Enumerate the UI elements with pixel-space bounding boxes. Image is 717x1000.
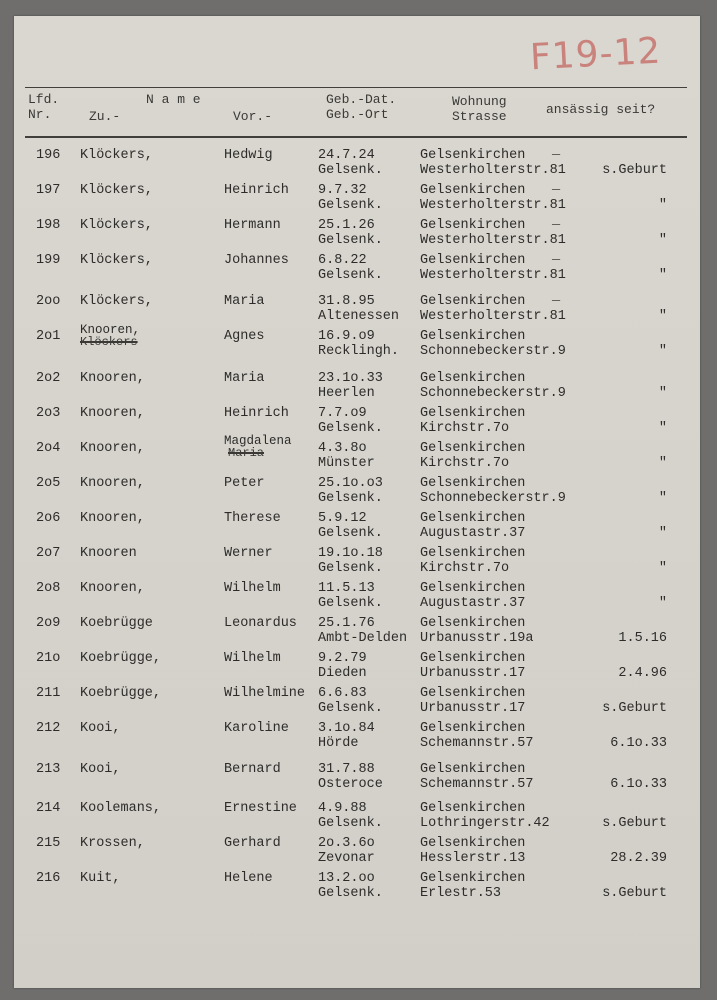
residence-city: Gelsenkirchen <box>420 253 526 268</box>
table-row <box>0 581 717 615</box>
residence-street: Kirchstr.7o <box>420 421 510 436</box>
residence-street: Westerholterstr.81 <box>420 198 566 213</box>
given-name: Heinrich <box>224 406 289 421</box>
given-name: Hedwig <box>224 148 273 163</box>
table-row <box>0 801 717 835</box>
birth-date: 3.1o.84 <box>318 721 375 736</box>
birth-place: Gelsenk. <box>318 163 383 178</box>
residence-city: Gelsenkirchen <box>420 511 526 526</box>
birth-date: 25.1.76 <box>318 616 375 631</box>
resident-since: 28.2.39 <box>610 851 667 866</box>
resident-since: s.Geburt <box>602 886 667 901</box>
resident-since: " <box>658 421 667 436</box>
row-number: 212 <box>36 721 61 736</box>
birth-date: 16.9.o9 <box>318 329 375 344</box>
residence-street: Urbanusstr.17 <box>420 666 526 681</box>
residence-street: Urbanusstr.17 <box>420 701 526 716</box>
table-row <box>0 651 717 685</box>
birth-date: 9.2.79 <box>318 651 367 666</box>
residence-city: Gelsenkirchen <box>420 871 526 886</box>
table-row <box>0 253 717 287</box>
header-lfd: Lfd. <box>28 92 60 107</box>
header-strasse: Strasse <box>452 109 507 124</box>
birth-date: 4.3.8o <box>318 441 367 456</box>
resident-since: " <box>658 309 667 324</box>
table-row <box>0 476 717 510</box>
birth-date: 23.1o.33 <box>318 371 383 386</box>
surname: Kuit, <box>80 871 121 886</box>
birth-place: Hörde <box>318 736 359 751</box>
table-row <box>0 836 717 870</box>
header-top-rule <box>25 87 687 88</box>
header-wohnung: Wohnung <box>452 94 507 109</box>
given-name: Maria <box>224 371 265 386</box>
given-name: Therese <box>224 511 281 526</box>
birth-place: Gelsenk. <box>318 596 383 611</box>
header-ansaessig: ansässig seit? <box>546 102 656 117</box>
row-number: 214 <box>36 801 61 816</box>
birth-date: 31.8.95 <box>318 294 375 309</box>
residence-city: Gelsenkirchen <box>420 294 526 309</box>
birth-place: Zevonar <box>318 851 375 866</box>
given-name: Wilhelmine <box>224 686 306 701</box>
dash-mark: — <box>552 294 561 309</box>
residence-street: Westerholterstr.81 <box>420 309 566 324</box>
resident-since: " <box>658 526 667 541</box>
dash-mark: — <box>552 253 561 268</box>
birth-place: Ambt-Delden <box>318 631 408 646</box>
given-name: Gerhard <box>224 836 281 851</box>
surname: Krossen, <box>80 836 145 851</box>
residence-street: Kirchstr.7o <box>420 456 510 471</box>
table-row <box>0 406 717 440</box>
birth-date: 25.1.26 <box>318 218 375 233</box>
resident-since: s.Geburt <box>602 816 667 831</box>
residence-city: Gelsenkirchen <box>420 406 526 421</box>
given-name: Magdalena <box>224 434 292 448</box>
row-number: 2o5 <box>36 476 61 491</box>
given-name: Ernestine <box>224 801 297 816</box>
birth-date: 7.7.o9 <box>318 406 367 421</box>
birth-date: 4.9.88 <box>318 801 367 816</box>
table-row <box>0 616 717 650</box>
residence-city: Gelsenkirchen <box>420 218 526 233</box>
surname: Klöckers, <box>80 183 153 198</box>
birth-date: 31.7.88 <box>318 762 375 777</box>
surname: Koolemans, <box>80 801 162 816</box>
surname: Koebrügge <box>80 616 153 631</box>
header-geb-dat: Geb.-Dat. <box>326 92 397 107</box>
row-number: 196 <box>36 148 61 163</box>
row-number: 2o6 <box>36 511 61 526</box>
dash-mark: — <box>552 183 561 198</box>
birth-date: 6.6.83 <box>318 686 367 701</box>
resident-since: s.Geburt <box>602 701 667 716</box>
residence-city: Gelsenkirchen <box>420 801 526 816</box>
residence-street: Schonnebeckerstr.9 <box>420 386 566 401</box>
given-name: Peter <box>224 476 265 491</box>
resident-since: " <box>658 386 667 401</box>
table-row <box>0 721 717 755</box>
row-number: 215 <box>36 836 61 851</box>
row-number: 211 <box>36 686 61 701</box>
given-name: Johannes <box>224 253 289 268</box>
birth-place: Dieden <box>318 666 367 681</box>
residence-city: Gelsenkirchen <box>420 183 526 198</box>
surname: Knooren, <box>80 323 141 337</box>
birth-place: Osteroce <box>318 777 383 792</box>
row-number: 2o1 <box>36 329 61 344</box>
residence-city: Gelsenkirchen <box>420 836 526 851</box>
resident-since: " <box>658 561 667 576</box>
table-row <box>0 218 717 252</box>
resident-since: " <box>658 596 667 611</box>
birth-place: Recklingh. <box>318 344 400 359</box>
row-number: 2o4 <box>36 441 61 456</box>
birth-place: Gelsenk. <box>318 233 383 248</box>
residence-city: Gelsenkirchen <box>420 762 526 777</box>
surname: Knooren, <box>80 511 145 526</box>
surname: Klöckers, <box>80 253 153 268</box>
row-number: 2o3 <box>36 406 61 421</box>
table-row <box>0 511 717 545</box>
surname: Koebrügge, <box>80 651 162 666</box>
birth-date: 24.7.24 <box>318 148 375 163</box>
resident-since: s.Geburt <box>602 163 667 178</box>
resident-since: 6.1o.33 <box>610 736 667 751</box>
birth-place: Gelsenk. <box>318 421 383 436</box>
residence-city: Gelsenkirchen <box>420 616 526 631</box>
residence-street: Westerholterstr.81 <box>420 163 566 178</box>
residence-city: Gelsenkirchen <box>420 721 526 736</box>
birth-place: Gelsenk. <box>318 561 383 576</box>
surname: Klöckers, <box>80 218 153 233</box>
resident-since: " <box>658 198 667 213</box>
table-row <box>0 323 717 363</box>
residence-street: Urbanusstr.19a <box>420 631 534 646</box>
table-row <box>0 183 717 217</box>
birth-date: 25.1o.o3 <box>318 476 383 491</box>
birth-place: Gelsenk. <box>318 491 383 506</box>
birth-place: Heerlen <box>318 386 375 401</box>
header-bottom-rule <box>25 136 687 138</box>
surname: Klöckers, <box>80 148 153 163</box>
given-name: Bernard <box>224 762 281 777</box>
residence-city: Gelsenkirchen <box>420 546 526 561</box>
row-number: 21o <box>36 651 61 666</box>
birth-place: Altenessen <box>318 309 400 324</box>
given-name: Hermann <box>224 218 281 233</box>
given-name: Wilhelm <box>224 651 281 666</box>
given-name: Leonardus <box>224 616 297 631</box>
birth-place: Gelsenk. <box>318 268 383 283</box>
table-row <box>0 686 717 720</box>
birth-date: 6.8.22 <box>318 253 367 268</box>
surname: Klöckers, <box>80 294 153 309</box>
residence-street: Erlestr.53 <box>420 886 502 901</box>
residence-city: Gelsenkirchen <box>420 581 526 596</box>
resident-since: " <box>658 268 667 283</box>
birth-place: Gelsenk. <box>318 886 383 901</box>
residence-street: Schemannstr.57 <box>420 777 534 792</box>
table-row <box>0 871 717 905</box>
surname: Knooren, <box>80 581 145 596</box>
row-number: 2o8 <box>36 581 61 596</box>
residence-street: Westerholterstr.81 <box>420 233 566 248</box>
header-geb-ort: Geb.-Ort <box>326 107 389 122</box>
residence-city: Gelsenkirchen <box>420 686 526 701</box>
residence-street: Augustastr.37 <box>420 596 526 611</box>
birth-place: Gelsenk. <box>318 198 383 213</box>
surname: Knooren, <box>80 371 145 386</box>
given-name: Wilhelm <box>224 581 281 596</box>
residence-street: Lothringerstr.42 <box>420 816 550 831</box>
residence-city: Gelsenkirchen <box>420 329 526 344</box>
table-row <box>0 371 717 405</box>
archive-reference: F19-12 <box>529 30 663 79</box>
header-vor: Vor.- <box>233 109 273 124</box>
given-name: Werner <box>224 546 273 561</box>
birth-date: 13.2.oo <box>318 871 375 886</box>
residence-street: Hesslerstr.13 <box>420 851 526 866</box>
birth-date: 11.5.13 <box>318 581 375 596</box>
birth-date: 2o.3.6o <box>318 836 375 851</box>
surname: Kooi, <box>80 721 121 736</box>
given-name: Agnes <box>224 329 265 344</box>
given-name: Helene <box>224 871 273 886</box>
resident-since: " <box>658 344 667 359</box>
resident-since: 2.4.96 <box>618 666 667 681</box>
resident-since: 6.1o.33 <box>610 777 667 792</box>
dash-mark: — <box>552 148 561 163</box>
surname: Kooi, <box>80 762 121 777</box>
row-number: 2o9 <box>36 616 61 631</box>
residence-street: Schonnebeckerstr.9 <box>420 344 566 359</box>
struck-surname: Klöckers <box>80 335 138 349</box>
resident-since: " <box>658 491 667 506</box>
birth-date: 9.7.32 <box>318 183 367 198</box>
surname: Koebrügge, <box>80 686 162 701</box>
header-nr: Nr. <box>28 107 52 122</box>
header-zu: Zu.- <box>89 109 121 124</box>
residence-city: Gelsenkirchen <box>420 476 526 491</box>
table-row <box>0 546 717 580</box>
row-number: 2o7 <box>36 546 61 561</box>
row-number: 216 <box>36 871 61 886</box>
dash-mark: — <box>552 218 561 233</box>
residence-city: Gelsenkirchen <box>420 148 526 163</box>
residence-city: Gelsenkirchen <box>420 651 526 666</box>
resident-since: " <box>658 456 667 471</box>
row-number: 197 <box>36 183 61 198</box>
birth-date: 19.1o.18 <box>318 546 383 561</box>
residence-street: Kirchstr.7o <box>420 561 510 576</box>
surname: Knooren, <box>80 441 145 456</box>
birth-place: Gelsenk. <box>318 526 383 541</box>
birth-place: Münster <box>318 456 375 471</box>
residence-city: Gelsenkirchen <box>420 441 526 456</box>
row-number: 2o2 <box>36 371 61 386</box>
given-name: Heinrich <box>224 183 289 198</box>
given-name: Maria <box>224 294 265 309</box>
residence-street: Augustastr.37 <box>420 526 526 541</box>
table-row <box>0 148 717 182</box>
table-row <box>0 434 717 475</box>
surname: Knooren, <box>80 476 145 491</box>
resident-since: 1.5.16 <box>618 631 667 646</box>
residence-street: Schemannstr.57 <box>420 736 534 751</box>
resident-since: " <box>658 233 667 248</box>
row-number: 213 <box>36 762 61 777</box>
row-number: 2oo <box>36 294 61 309</box>
residence-street: Schonnebeckerstr.9 <box>420 491 566 506</box>
struck-given-name: Maria <box>228 446 265 460</box>
table-row <box>0 762 717 796</box>
birth-date: 5.9.12 <box>318 511 367 526</box>
birth-place: Gelsenk. <box>318 816 383 831</box>
residence-city: Gelsenkirchen <box>420 371 526 386</box>
row-number: 198 <box>36 218 61 233</box>
header-name: N a m e <box>146 92 201 107</box>
birth-place: Gelsenk. <box>318 701 383 716</box>
residence-street: Westerholterstr.81 <box>420 268 566 283</box>
surname: Knooren <box>80 546 137 561</box>
given-name: Karoline <box>224 721 289 736</box>
row-number: 199 <box>36 253 61 268</box>
surname: Knooren, <box>80 406 145 421</box>
